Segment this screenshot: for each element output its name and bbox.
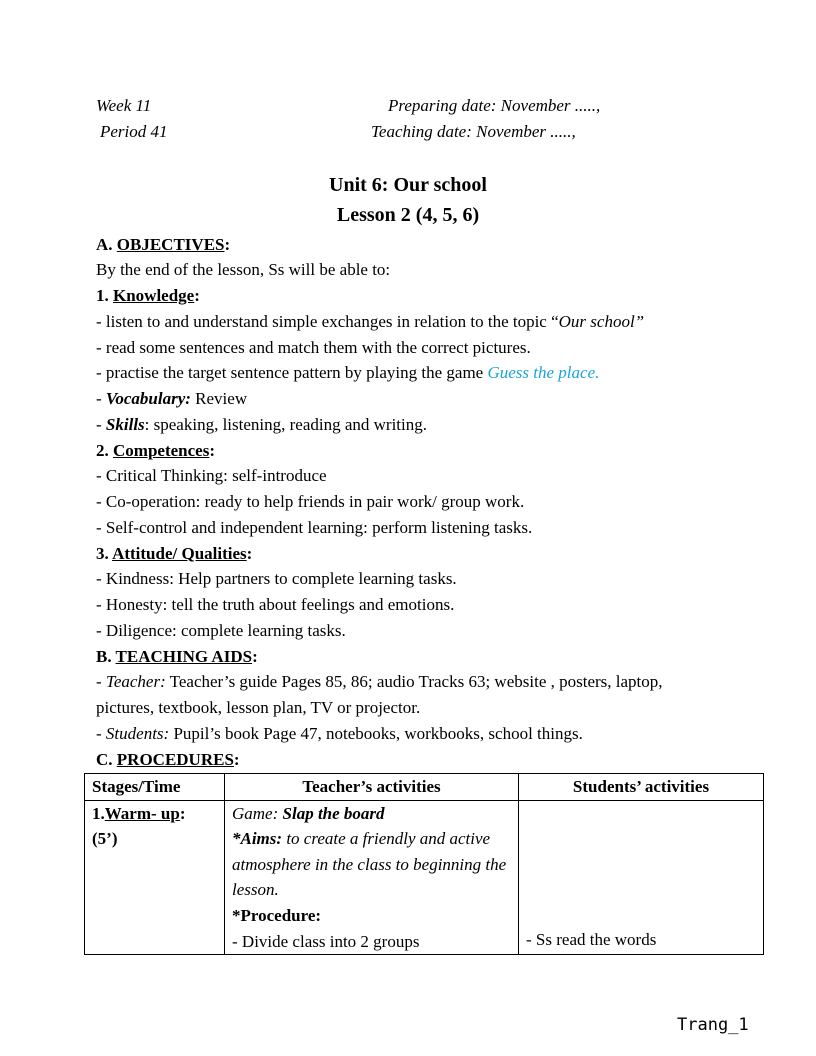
knowledge-item-3: - practise the target sentence pattern by playing the game Guess the place. (96, 363, 600, 382)
lesson-title: Lesson 2 (4, 5, 6) (336, 204, 480, 226)
stage-time: (5’) (92, 829, 118, 849)
student-aids-line: - Students: Pupil’s book Page 47, notebooks, workbooks, school things. (96, 724, 583, 743)
vocabulary-line: - Vocabulary: Review (96, 389, 248, 408)
table-header-row (85, 774, 764, 801)
teacher-activities-cell (225, 800, 519, 955)
aims-line: *Aims: to create a friendly and active atmosphere in the class to beginning the lesson. (232, 829, 507, 900)
competence-item-1: - Critical Thinking: self-introduce (96, 466, 327, 485)
students-activities-cell (519, 800, 764, 955)
stage-cell (85, 800, 225, 955)
header-students: Students’ activities (519, 774, 764, 801)
procedure-step: - Divide class into 2 groups (232, 931, 420, 951)
header-teacher: Teacher’s activities (225, 774, 519, 801)
competence-item-2: - Co-operation: ready to help friends in pair work/ group work. (96, 492, 525, 511)
page-footer: Trang_1 (677, 1015, 749, 1035)
objectives-heading: A. OBJECTIVES: (96, 235, 231, 254)
student-step: - Ss read the words (526, 929, 657, 949)
attitude-item-2: - Honesty: tell the truth about feelings and emotions. (96, 595, 455, 614)
week-label: Week 11 (96, 96, 152, 115)
teaching-date: Teaching date: November ....., (371, 122, 576, 141)
table-row (85, 800, 764, 955)
teacher-aids-line: - Teacher: Teacher’s guide Pages 85, 86; audio Tracks 63; website , posters, laptop, (96, 672, 663, 691)
procedures-table (84, 773, 764, 955)
competence-item-3: - Self-control and independent learning: perform listening tasks. (96, 518, 533, 537)
skills-line: - Skills: speaking, listening, reading and writing. (96, 415, 428, 434)
stage-name: 1.Warm- up: (92, 803, 186, 823)
game-line: Game: Slap the board (232, 803, 385, 823)
procedure-label: *Procedure: (232, 905, 322, 925)
game-name-highlight: Guess the place. (487, 363, 600, 382)
procedures-heading: C. PROCEDURES: (96, 750, 240, 769)
attitude-heading: 3. Attitude/ Qualities: (96, 544, 253, 563)
competences-heading: 2. Competences: (96, 441, 215, 460)
knowledge-item-2: - read some sentences and match them with the correct pictures. (96, 338, 531, 357)
header-stages: Stages/Time (85, 774, 225, 801)
objectives-intro: By the end of the lesson, Ss will be able to: (96, 260, 391, 279)
knowledge-heading: 1. Knowledge: (96, 286, 200, 305)
teacher-aids-line-2: pictures, textbook, lesson plan, TV or projector. (96, 698, 421, 717)
preparing-date: Preparing date: November ....., (388, 96, 601, 115)
unit-title: Unit 6: Our school (329, 174, 487, 196)
knowledge-item-1: - listen to and understand simple exchanges in relation to the topic “Our school” (96, 312, 645, 331)
teaching-aids-heading: B. TEACHING AIDS: (96, 647, 258, 666)
attitude-item-3: - Diligence: complete learning tasks. (96, 621, 346, 640)
period-label: Period 41 (100, 122, 168, 141)
attitude-item-1: - Kindness: Help partners to complete learning tasks. (96, 569, 457, 588)
